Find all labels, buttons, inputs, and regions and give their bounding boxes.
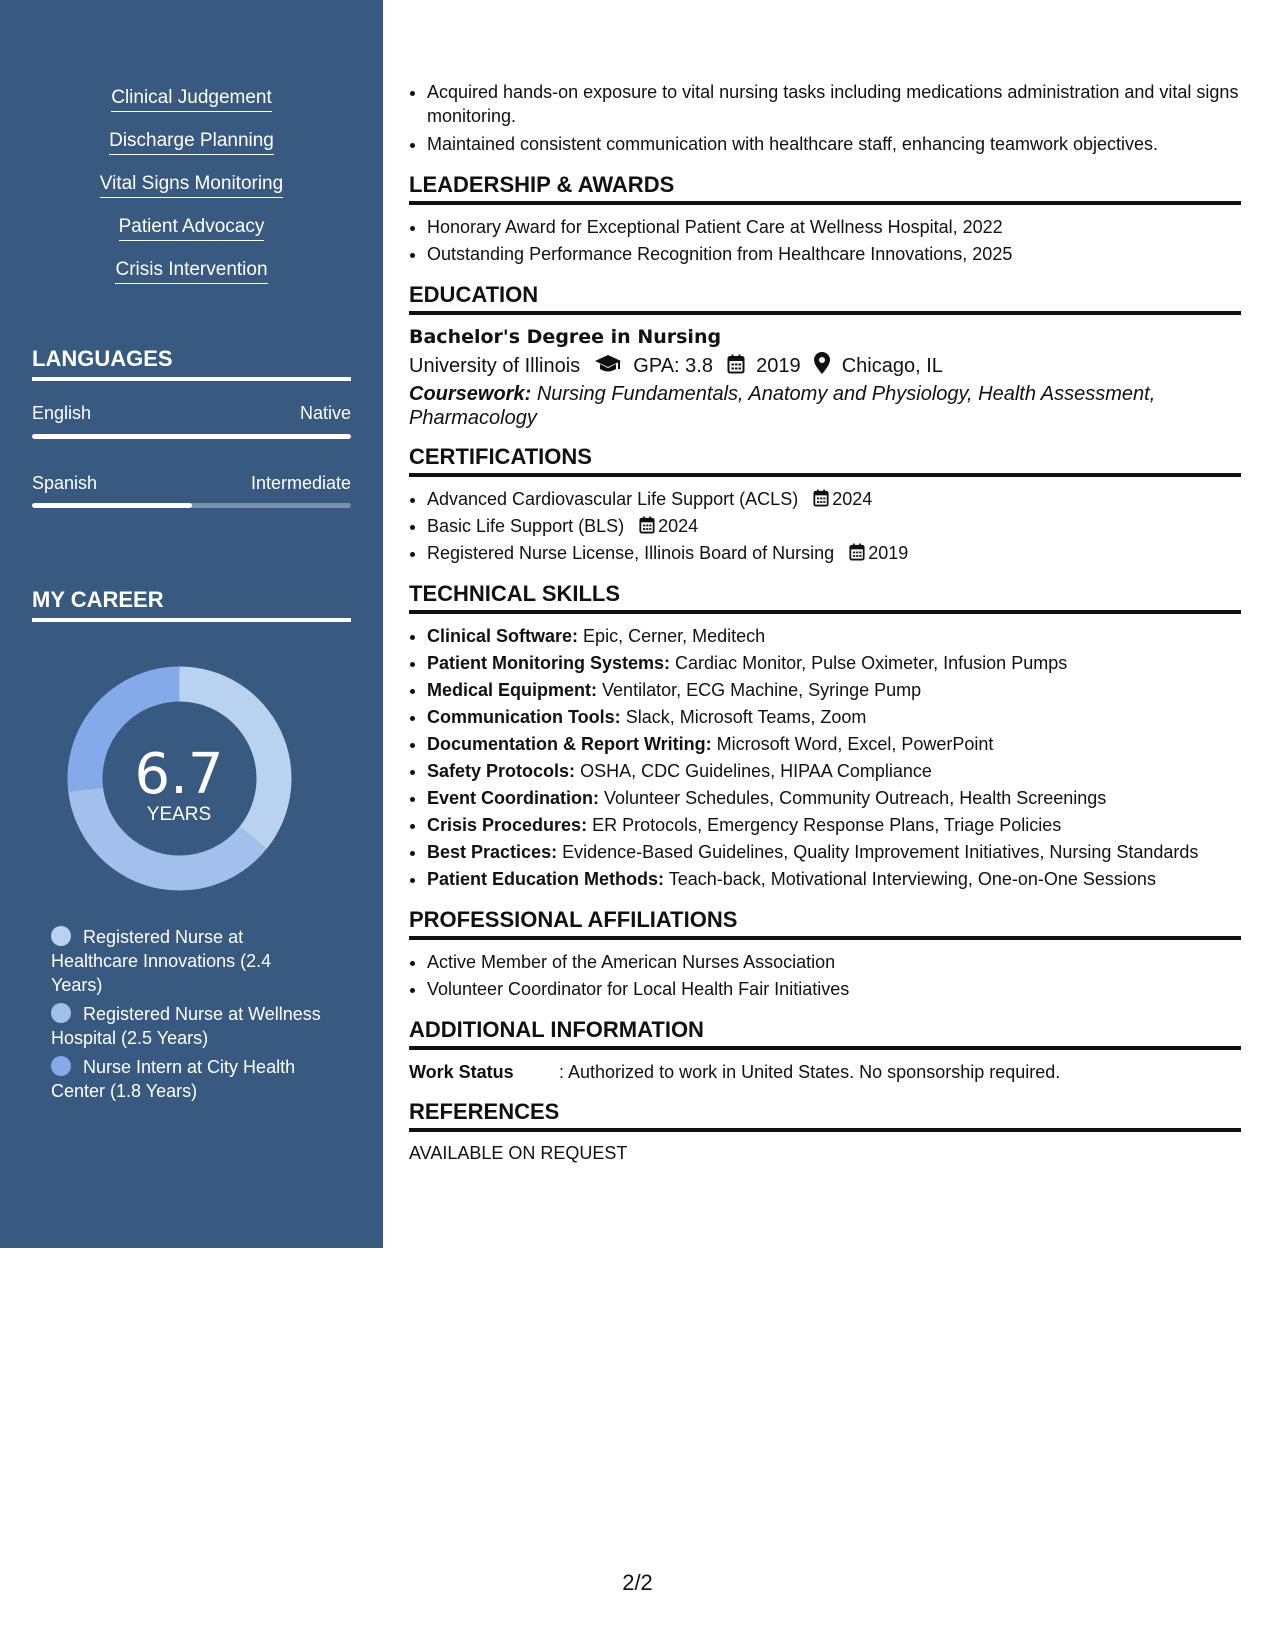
education-details [409, 350, 1241, 382]
skills-list [0, 86, 383, 301]
list-item: • Acquired hands-on exposure to vital nursing tasks including medications administration and vital signs monitoring. [427, 80, 1241, 128]
skill-item: Clinical Judgement [111, 86, 272, 112]
technical-skills-list [409, 623, 1241, 893]
page-number: 2/2 [622, 1570, 653, 1595]
section-title-additional: ADDITIONAL INFORMATION [409, 1017, 1241, 1050]
career-item [51, 925, 321, 997]
career-dot-icon [51, 926, 71, 946]
work-status-label: Work Status [409, 1062, 514, 1082]
skill-value: ER Protocols, Emergency Response Plans, Triage Policies [592, 815, 1062, 835]
list-item [427, 623, 1241, 650]
list-item [427, 486, 1241, 513]
skill-label: Patient Monitoring Systems: [427, 653, 671, 673]
list-item: • Maintained consistent communication with healthcare staff, enhancing teamwork objectives. [427, 131, 1241, 158]
graduation-cap-icon [594, 354, 622, 374]
skill-label: Medical Equipment: [427, 680, 598, 700]
section-title-leadership: LEADERSHIP & AWARDS [409, 172, 1241, 205]
language-bar-fill [32, 503, 192, 508]
career-unit: YEARS [146, 804, 212, 825]
list-item: • Outstanding Performance Recognition from Healthcare Innovations, 2025 [427, 241, 1241, 268]
certification-name: Basic Life Support (BLS) [427, 516, 625, 536]
list-item [427, 704, 1241, 731]
skill-item: Crisis Intervention [115, 258, 267, 284]
career-heading: MY CAREER [32, 587, 351, 622]
skill-label: Event Coordination: [427, 788, 599, 808]
coursework-value: Nursing Fundamentals, Anatomy and Physiology, Health Assessment, Pharmacology [409, 383, 1156, 429]
language-row [32, 403, 351, 424]
sidebar [0, 0, 383, 1248]
education-gpa: GPA: 3.8 [633, 355, 713, 377]
section-title-affiliations: PROFESSIONAL AFFILIATIONS [409, 907, 1241, 940]
career-item [51, 1002, 321, 1050]
education-degree: Bachelor's Degree in Nursing [409, 326, 722, 348]
list-item [427, 677, 1241, 704]
experience-bullets [409, 80, 1241, 158]
location-pin-icon [814, 352, 830, 374]
work-status-value: : Authorized to work in United States. No sponsorship required. [559, 1062, 1061, 1082]
career-total: 6.7 [134, 742, 224, 807]
skill-label: Communication Tools: [427, 707, 621, 727]
education-year: 2019 [756, 355, 801, 377]
education-school: University of Illinois [409, 355, 581, 377]
section-title-technical-skills: TECHNICAL SKILLS [409, 581, 1241, 614]
section-title-references: REFERENCES [409, 1099, 1241, 1132]
list-item: • Active Member of the American Nurses Association [427, 949, 1241, 976]
career-label: Nurse Intern at City Health Center (1.8 Years) [51, 1057, 296, 1101]
skill-value: Microsoft Word, Excel, PowerPoint [716, 734, 994, 754]
leadership-list [409, 214, 1241, 268]
career-label: Registered Nurse at Wellness Hospital (2.5 Years) [51, 1004, 321, 1048]
skill-item: Vital Signs Monitoring [100, 172, 283, 198]
language-row [32, 473, 351, 494]
language-bar [32, 503, 351, 508]
list-item [427, 540, 1241, 567]
calendar-icon [813, 489, 829, 507]
skill-label: Patient Education Methods: [427, 869, 665, 889]
language-bar-fill [32, 434, 351, 439]
skill-label: Documentation & Report Writing: [427, 734, 712, 754]
list-item [427, 758, 1241, 785]
language-name: Spanish [32, 473, 98, 493]
coursework-label: Coursework: [409, 383, 532, 405]
certifications-list [409, 486, 1241, 567]
section-title-certifications: CERTIFICATIONS [409, 444, 1241, 477]
list-item [427, 785, 1241, 812]
skill-label: Safety Protocols: [427, 761, 576, 781]
skill-value: Slack, Microsoft Teams, Zoom [625, 707, 867, 727]
education-coursework [409, 382, 1241, 430]
affiliations-list [409, 949, 1241, 1003]
language-level: Intermediate [250, 473, 351, 493]
career-label: Registered Nurse at Healthcare Innovations (2.4 Years) [51, 927, 272, 995]
education-location: Chicago, IL [841, 355, 943, 377]
certification-year: 2024 [658, 516, 699, 536]
certification-year: 2019 [868, 543, 909, 563]
list-item [427, 866, 1241, 893]
references-text: AVAILABLE ON REQUEST [409, 1143, 628, 1163]
skill-value: Volunteer Schedules, Community Outreach, Health Screenings [604, 788, 1107, 808]
certification-name: Registered Nurse License, Illinois Board of Nursing [427, 543, 835, 563]
skill-value: Evidence-Based Guidelines, Quality Improvement Initiatives, Nursing Standards [562, 842, 1199, 862]
language-bar [32, 434, 351, 439]
list-item [427, 731, 1241, 758]
career-item [51, 1055, 321, 1103]
list-item [427, 812, 1241, 839]
skill-value: Teach-back, Motivational Interviewing, One-on-One Sessions [668, 869, 1156, 889]
career-dot-icon [51, 1003, 71, 1023]
skill-label: Clinical Software: [427, 626, 579, 646]
language-level: Native [299, 403, 351, 423]
certification-year: 2024 [832, 489, 873, 509]
skill-label: Crisis Procedures: [427, 815, 588, 835]
languages-heading: LANGUAGES [32, 346, 351, 381]
skill-label: Best Practices: [427, 842, 558, 862]
list-item: • Honorary Award for Exceptional Patient Care at Wellness Hospital, 2022 [427, 214, 1241, 241]
skill-item: Patient Advocacy [119, 215, 265, 241]
skill-value: OSHA, CDC Guidelines, HIPAA Compliance [580, 761, 932, 781]
skill-value: Epic, Cerner, Meditech [583, 626, 766, 646]
skill-item: Discharge Planning [109, 129, 274, 155]
list-item: • Volunteer Coordinator for Local Health Fair Initiatives [427, 976, 1241, 1003]
work-status-row [409, 1059, 1241, 1085]
calendar-icon [849, 543, 865, 561]
certification-name: Advanced Cardiovascular Life Support (ACLS) [427, 489, 799, 509]
calendar-icon [639, 516, 655, 534]
career-list [51, 925, 321, 1108]
calendar-icon [727, 354, 745, 374]
main-content [409, 80, 1241, 1165]
skill-value: Cardiac Monitor, Pulse Oximeter, Infusion Pumps [675, 653, 1068, 673]
list-item [427, 839, 1241, 866]
language-name: English [32, 403, 92, 423]
career-donut-chart [67, 666, 292, 891]
section-title-education: EDUCATION [409, 282, 1241, 315]
career-dot-icon [51, 1056, 71, 1076]
list-item [427, 513, 1241, 540]
skill-value: Ventilator, ECG Machine, Syringe Pump [602, 680, 922, 700]
list-item [427, 650, 1241, 677]
